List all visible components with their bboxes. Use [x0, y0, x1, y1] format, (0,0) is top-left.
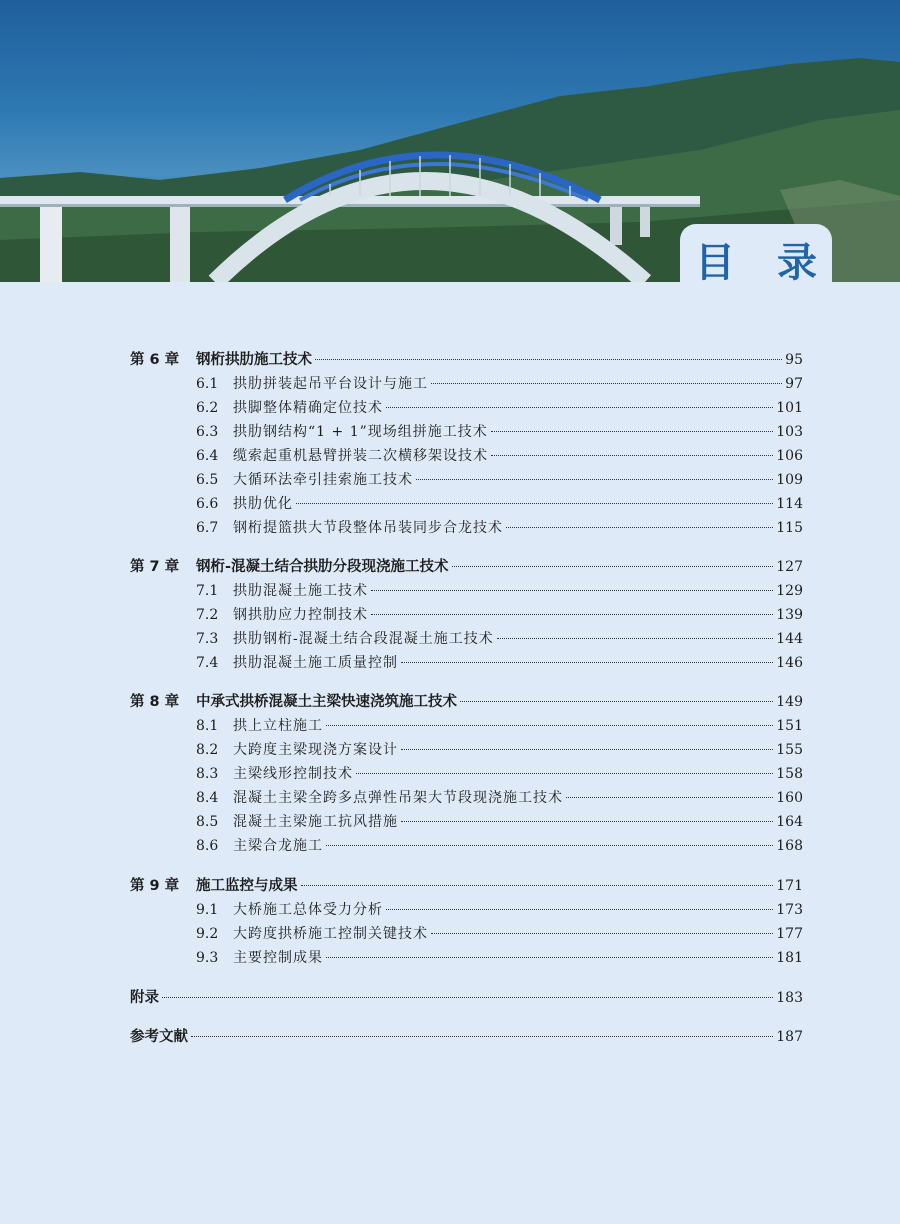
- page-number: 97: [785, 376, 803, 392]
- section-title: 钢桁提篮拱大节段整体吊装同步合龙技术: [233, 520, 503, 536]
- toc-references[interactable]: [130, 1026, 803, 1048]
- page-number: 164: [776, 814, 803, 830]
- section-title: 主梁线形控制技术: [233, 766, 353, 782]
- page-number: 168: [776, 838, 803, 854]
- toc-section-7-1[interactable]: [196, 580, 803, 602]
- toc-section-8-3[interactable]: [196, 763, 803, 785]
- toc-section-6-1[interactable]: [196, 373, 803, 395]
- dot-leader: [371, 614, 773, 615]
- toc-section-8-4[interactable]: [196, 787, 803, 809]
- section-number: 6.7: [196, 520, 219, 536]
- toc-section-7-2[interactable]: [196, 604, 803, 626]
- toc-chapter-9[interactable]: [130, 875, 803, 897]
- dot-leader: [431, 383, 782, 384]
- dot-leader: [191, 1036, 773, 1037]
- section-number: 8.6: [196, 838, 219, 854]
- section-title: 拱脚整体精确定位技术: [233, 400, 383, 416]
- dot-leader: [296, 503, 773, 504]
- dot-leader: [460, 701, 773, 702]
- dot-leader: [416, 479, 773, 480]
- section-title: 混凝土主梁施工抗风措施: [233, 814, 398, 830]
- section-title: 拱上立柱施工: [233, 718, 323, 734]
- dot-leader: [452, 566, 774, 567]
- toc-section-9-2[interactable]: [196, 923, 803, 945]
- dot-leader: [491, 455, 773, 456]
- section-number: 8.1: [196, 718, 219, 734]
- toc-section-6-3[interactable]: [196, 421, 803, 443]
- page-number: 187: [776, 1029, 803, 1045]
- section-number: 7.3: [196, 631, 219, 647]
- dot-leader: [566, 797, 773, 798]
- page-number: 146: [776, 655, 803, 671]
- section-number: 8.5: [196, 814, 219, 830]
- page-number: 129: [776, 583, 803, 599]
- section-number: 9.1: [196, 902, 219, 918]
- dot-leader: [497, 638, 774, 639]
- section-title: 大循环法牵引挂索施工技术: [233, 472, 413, 488]
- section-title: 拱肋混凝土施工质量控制: [233, 655, 398, 671]
- chapter-title: 中承式拱桥混凝土主梁快速浇筑施工技术: [196, 694, 457, 710]
- section-number: 6.2: [196, 400, 219, 416]
- toc-section-9-3[interactable]: [196, 947, 803, 969]
- toc-heading: 目 录: [695, 239, 831, 286]
- dot-leader: [371, 590, 773, 591]
- section-title: 拱肋优化: [233, 496, 293, 512]
- toc-section-8-1[interactable]: [196, 715, 803, 737]
- section-number: 6.3: [196, 424, 219, 440]
- toc-section-7-4[interactable]: [196, 652, 803, 674]
- section-title: 拱肋钢结构“1 + 1”现场组拼施工技术: [233, 424, 488, 440]
- page-number: 95: [785, 352, 803, 368]
- page-number: 103: [776, 424, 803, 440]
- dot-leader: [386, 407, 773, 408]
- section-number: 9.3: [196, 950, 219, 966]
- page-number: 160: [776, 790, 803, 806]
- page-number: 173: [776, 902, 803, 918]
- references-title: 参考文献: [130, 1029, 188, 1045]
- section-number: 6.1: [196, 376, 219, 392]
- section-number: 8.4: [196, 790, 219, 806]
- section-title: 拱肋拼装起吊平台设计与施工: [233, 376, 428, 392]
- section-title: 大跨度主梁现浇方案设计: [233, 742, 398, 758]
- toc-chapter-8[interactable]: [130, 691, 803, 713]
- page-number: 139: [776, 607, 803, 623]
- section-title: 混凝土主梁全跨多点弹性吊架大节段现浇施工技术: [233, 790, 563, 806]
- chapter-title: 钢桁拱肋施工技术: [196, 352, 312, 368]
- section-number: 7.1: [196, 583, 219, 599]
- toc-section-6-4[interactable]: [196, 445, 803, 467]
- section-number: 7.4: [196, 655, 219, 671]
- section-title: 大桥施工总体受力分析: [233, 902, 383, 918]
- dot-leader: [326, 725, 773, 726]
- toc-heading-tab: [680, 224, 832, 294]
- section-title: 主要控制成果: [233, 950, 323, 966]
- toc-section-8-2[interactable]: [196, 739, 803, 761]
- dot-leader: [326, 845, 773, 846]
- toc-chapter-7[interactable]: [130, 556, 803, 578]
- page-number: 101: [776, 400, 803, 416]
- page-number: 127: [776, 559, 803, 575]
- section-number: 6.5: [196, 472, 219, 488]
- dot-leader: [491, 431, 774, 432]
- dot-leader: [315, 359, 782, 360]
- page-number: 177: [776, 926, 803, 942]
- section-number: 9.2: [196, 926, 219, 942]
- dot-leader: [401, 749, 773, 750]
- chapter-number: 第 7 章: [130, 559, 180, 575]
- section-title: 钢拱肋应力控制技术: [233, 607, 368, 623]
- toc-section-7-3[interactable]: [196, 628, 803, 650]
- toc-section-6-7[interactable]: [196, 517, 803, 539]
- dot-leader: [401, 662, 773, 663]
- page-number: 181: [776, 950, 803, 966]
- appendix-title: 附录: [130, 990, 159, 1006]
- section-title: 大跨度拱桥施工控制关键技术: [233, 926, 428, 942]
- dot-leader: [386, 909, 773, 910]
- page-number: 171: [776, 878, 803, 894]
- section-number: 7.2: [196, 607, 219, 623]
- page-number: 109: [776, 472, 803, 488]
- dot-leader: [162, 997, 773, 998]
- section-number: 6.4: [196, 448, 219, 464]
- toc-section-6-2[interactable]: [196, 397, 803, 419]
- section-number: 8.3: [196, 766, 219, 782]
- section-title: 缆索起重机悬臂拼装二次横移架设技术: [233, 448, 488, 464]
- section-title: 拱肋混凝土施工技术: [233, 583, 368, 599]
- toc-section-8-5[interactable]: [196, 811, 803, 833]
- page-number: 144: [776, 631, 803, 647]
- page-number: 115: [776, 520, 803, 536]
- toc-appendix[interactable]: [130, 987, 803, 1009]
- page-number: 155: [776, 742, 803, 758]
- toc-section-6-5[interactable]: [196, 469, 803, 491]
- page-number: 151: [776, 718, 803, 734]
- section-number: 6.6: [196, 496, 219, 512]
- toc-section-6-6[interactable]: [196, 493, 803, 515]
- chapter-number: 第 8 章: [130, 694, 180, 710]
- dot-leader: [356, 773, 773, 774]
- toc-section-8-6[interactable]: [196, 835, 803, 857]
- page-number: 106: [776, 448, 803, 464]
- chapter-number: 第 6 章: [130, 352, 180, 368]
- toc-section-9-1[interactable]: [196, 899, 803, 921]
- section-number: 8.2: [196, 742, 219, 758]
- chapter-title: 钢桁-混凝土结合拱肋分段现浇施工技术: [196, 559, 449, 575]
- chapter-number: 第 9 章: [130, 878, 180, 894]
- dot-leader: [506, 527, 773, 528]
- dot-leader: [301, 885, 774, 886]
- page-number: 158: [776, 766, 803, 782]
- toc-chapter-6[interactable]: [130, 349, 803, 371]
- chapter-title: 施工监控与成果: [196, 878, 298, 894]
- dot-leader: [326, 957, 773, 958]
- dot-leader: [401, 821, 773, 822]
- page-number: 114: [776, 496, 803, 512]
- page-number: 183: [776, 990, 803, 1006]
- section-title: 主梁合龙施工: [233, 838, 323, 854]
- section-title: 拱肋钢桁-混凝土结合段混凝土施工技术: [233, 631, 494, 647]
- page-number: 149: [776, 694, 803, 710]
- dot-leader: [431, 933, 773, 934]
